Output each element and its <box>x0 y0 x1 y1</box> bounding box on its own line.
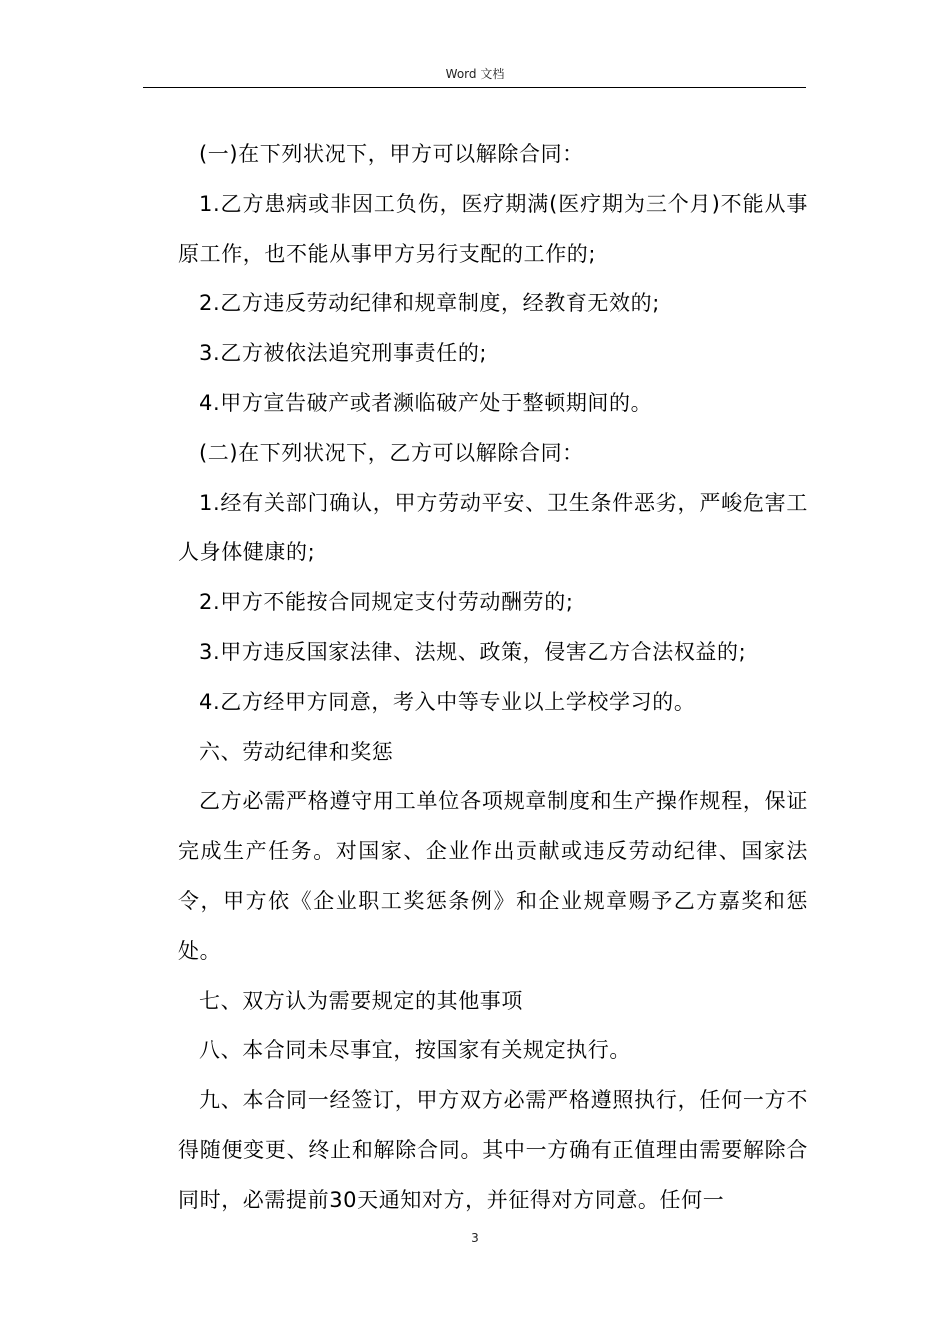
paragraph: (二)在下列状况下，乙方可以解除合同： <box>199 440 584 465</box>
section-heading: 九、本合同一经签订，甲方双方必需严格遵照执行，任何一方不得随便变更、终止和解除合同。其中一方确有正值理由需要解除合同时，必需提前30天通知对方，并征得对方同意。任何一 <box>178 1088 808 1212</box>
paragraph: 2.乙方违反劳动纪律和规章制度，经教育无效的; <box>199 291 660 316</box>
page-header: Word 文档 <box>445 67 505 81</box>
paragraph: (一)在下列状况下，甲方可以解除合同： <box>199 142 584 166</box>
paragraph: 4.乙方经甲方同意，考入中等专业以上学校学习的。 <box>199 689 696 714</box>
page-number: 3 <box>471 1231 479 1245</box>
header-divider <box>143 87 806 88</box>
document-body <box>178 130 808 1226</box>
paragraph: 3.乙方被依法追究刑事责任的; <box>199 341 488 366</box>
section-heading: 七、双方认为需要规定的其他事项 <box>199 988 523 1013</box>
paragraph: 1.经有关部门确认，甲方劳动平安、卫生条件恶劣，严峻危害工人身体健康的; <box>178 490 808 565</box>
paragraph: 1.乙方患病或非因工负伤，医疗期满(医疗期为三个月)不能从事原工作，也不能从事甲方另行支配的工作的; <box>178 191 808 266</box>
section-heading: 六、劳动纪律和奖惩 <box>199 739 394 764</box>
paragraph: 2.甲方不能按合同规定支付劳动酬劳的; <box>199 590 574 615</box>
paragraph: 乙方必需严格遵守用工单位各项规章制度和生产操作规程，保证完成生产任务。对国家、企业作出贡献或违反劳动纪律、国家法令，甲方依《企业职工奖惩条例》和企业规章赐予乙方嘉奖和惩处。 <box>178 789 808 963</box>
section-heading: 八、本合同未尽事宜，按国家有关规定执行。 <box>199 1038 631 1063</box>
paragraph: 3.甲方违反国家法律、法规、政策，侵害乙方合法权益的; <box>199 639 747 664</box>
paragraph: 4.甲方宣告破产或者濒临破产处于整顿期间的。 <box>199 390 653 415</box>
